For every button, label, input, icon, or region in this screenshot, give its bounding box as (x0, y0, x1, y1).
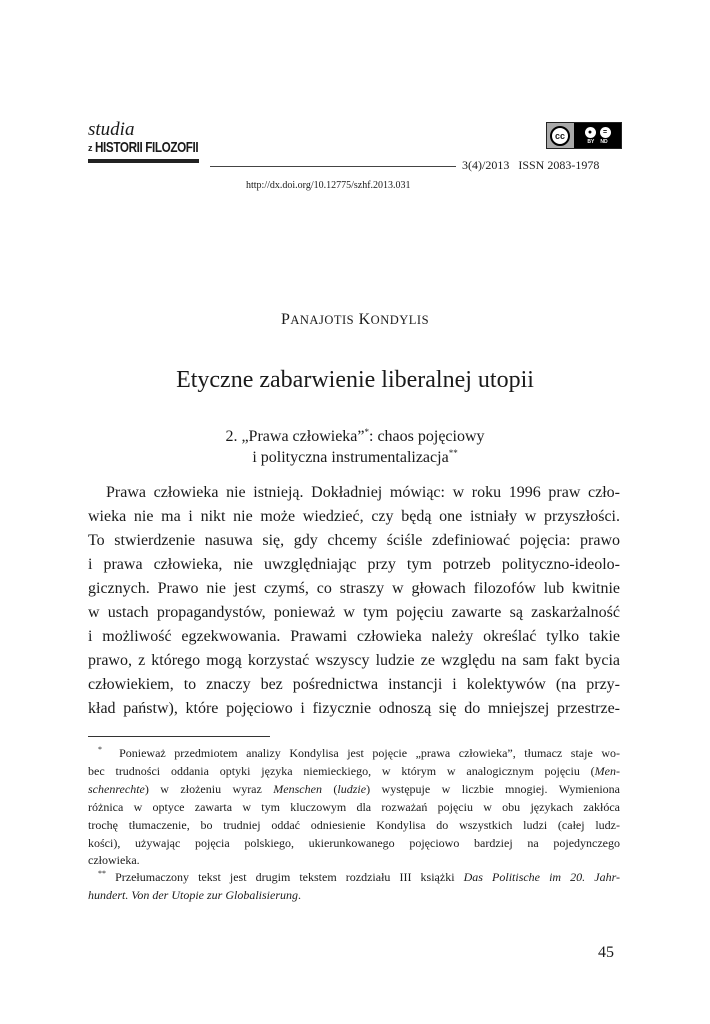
author-last-rest: ONDYLIS (370, 313, 430, 327)
doi-link[interactable]: http://dx.doi.org/10.12775/szhf.2013.031 (246, 180, 411, 191)
author-last-initial: K (358, 311, 371, 328)
logo-historii-text: HISTORII FILOZOFII (94, 139, 198, 156)
footnote-text: ( (321, 782, 338, 796)
footnote-italic: hundert. Von der Utopie zur Globalisierung (88, 888, 298, 902)
footnote-italic: ludzie (337, 782, 367, 796)
footnote-1-line: kości), używając pojęcia polskiego, ukierunkowanego pojęciowo bardziej na pojedynczego (88, 836, 620, 850)
footnote-2-line (88, 887, 620, 904)
license-by-label: BY (587, 138, 595, 145)
body-line: i prawa człowieka, nie uwzględniając przy tym potrzeb polityczno-ideolo- (88, 556, 620, 573)
body-line: gicznych. Prawo nie jest czymś, co straszy w głowach filozofów lub kwitnie (88, 580, 620, 597)
cc-icon: cc (550, 126, 570, 146)
footnote-1-line (88, 763, 620, 780)
author-first-initial: P (280, 311, 291, 328)
subtitle-line-2 (0, 447, 710, 468)
body-line: Prawa człowieka nie istnieją. Dokładniej mówiąc: w roku 1996 praw czło- (106, 484, 620, 501)
footnote-1-line (88, 781, 620, 798)
footnote-text: . (298, 888, 301, 902)
footnote-text: ) występuje w liczbie mnogiej. Wymieniona (366, 782, 621, 796)
footnote-1-mark: * (98, 745, 102, 754)
issue-number: 3(4)/2013 (462, 158, 510, 172)
subtitle-line-1 (0, 426, 710, 447)
subtitle-text-b: : chaos pojęciowy (369, 428, 485, 445)
body-line: To stwierdzenie nasuwa się, gdy chcemy ściśle zdefiniować pojęcia: prawo (88, 532, 620, 549)
footnote-italic: Men- (594, 764, 620, 778)
body-line: wieka nie ma i nikt nie może wiedzieć, czy będą one istniały w przyszłości. (88, 508, 620, 525)
logo-studia-text: studia (88, 119, 135, 140)
footnote-ref-1[interactable]: * (364, 427, 369, 437)
footnote-2-mark: ** (98, 869, 106, 878)
article-subtitle (0, 426, 710, 468)
journal-logo (88, 120, 227, 163)
cc-license-badge[interactable] (546, 122, 622, 149)
subtitle-text-a: 2. „Prawa człowieka” (225, 428, 365, 445)
footnote-italic: Das Politische im 20. Jahr- (463, 870, 620, 884)
body-line: prawo, z którego mogą korzystać wszyscy ludzie ze względu na sam fakt bycia (88, 652, 620, 669)
footnote-rule (88, 736, 270, 737)
body-line: w ustach propagandystów, ponieważ w tym pojęciu zawarte są zaskarżalność (88, 604, 620, 621)
author-first-rest: ANAJOTIS (290, 313, 355, 327)
subtitle-text-c: i polityczna instrumentalizacja (252, 449, 449, 466)
issue-info (462, 158, 599, 173)
footnote-italic: schenrechte (88, 782, 145, 796)
license-nd-label: ND (600, 138, 608, 145)
header-rule (210, 166, 456, 167)
article-title: Etyczne zabarwienie liberalnej utopii (176, 367, 534, 393)
body-line: człowiekiem, to znaczy bez pośrednictwa instancji i kolektywów (na przy- (88, 676, 620, 693)
nd-icon: = (600, 127, 611, 138)
footnote-text: Ponieważ przedmiotem analizy Kondylisa jest pojęcie „prawa człowieka”, tłumacz staje wo- (119, 746, 620, 760)
issn: ISSN 2083-1978 (518, 158, 600, 172)
body-line: kład państw), które pojęciowo i fizycznie odnoszą się do mniejszej przestrze- (88, 700, 620, 717)
logo-z-text: z (88, 143, 93, 153)
footnote-1-line: różnica w optyce zawarta w tym kluczowym dla rozważań pojęciu w obu językach zakłóca (88, 800, 620, 814)
footnote-1-line (88, 745, 620, 762)
by-icon: ● (585, 127, 596, 138)
footnote-1-line: trochę tłumaczenie, bo trudniej oddać odniesienie Kondylisa do wszystkich ludzi (całej ludz- (88, 818, 620, 832)
page-number: 45 (598, 944, 614, 961)
footnote-1-line: człowieka. (88, 853, 140, 867)
logo-bar (88, 159, 199, 163)
footnote-italic: Menschen (273, 782, 322, 796)
footnote-2-line (88, 869, 620, 886)
author-name (0, 311, 710, 329)
footnote-text: Przełumaczony tekst jest drugim tekstem rozdziału III książki (115, 870, 464, 884)
footnote-text: ) w złożeniu wyraz (144, 782, 274, 796)
footnote-ref-2[interactable]: ** (448, 448, 458, 458)
footnote-text: bec trudności oddania optyki języka niemieckiego, w którym w analogicznym pojęciu ( (88, 764, 595, 778)
body-line: i możliwość egzekwowania. Prawami człowieka należy określać tylko takie (88, 628, 620, 645)
